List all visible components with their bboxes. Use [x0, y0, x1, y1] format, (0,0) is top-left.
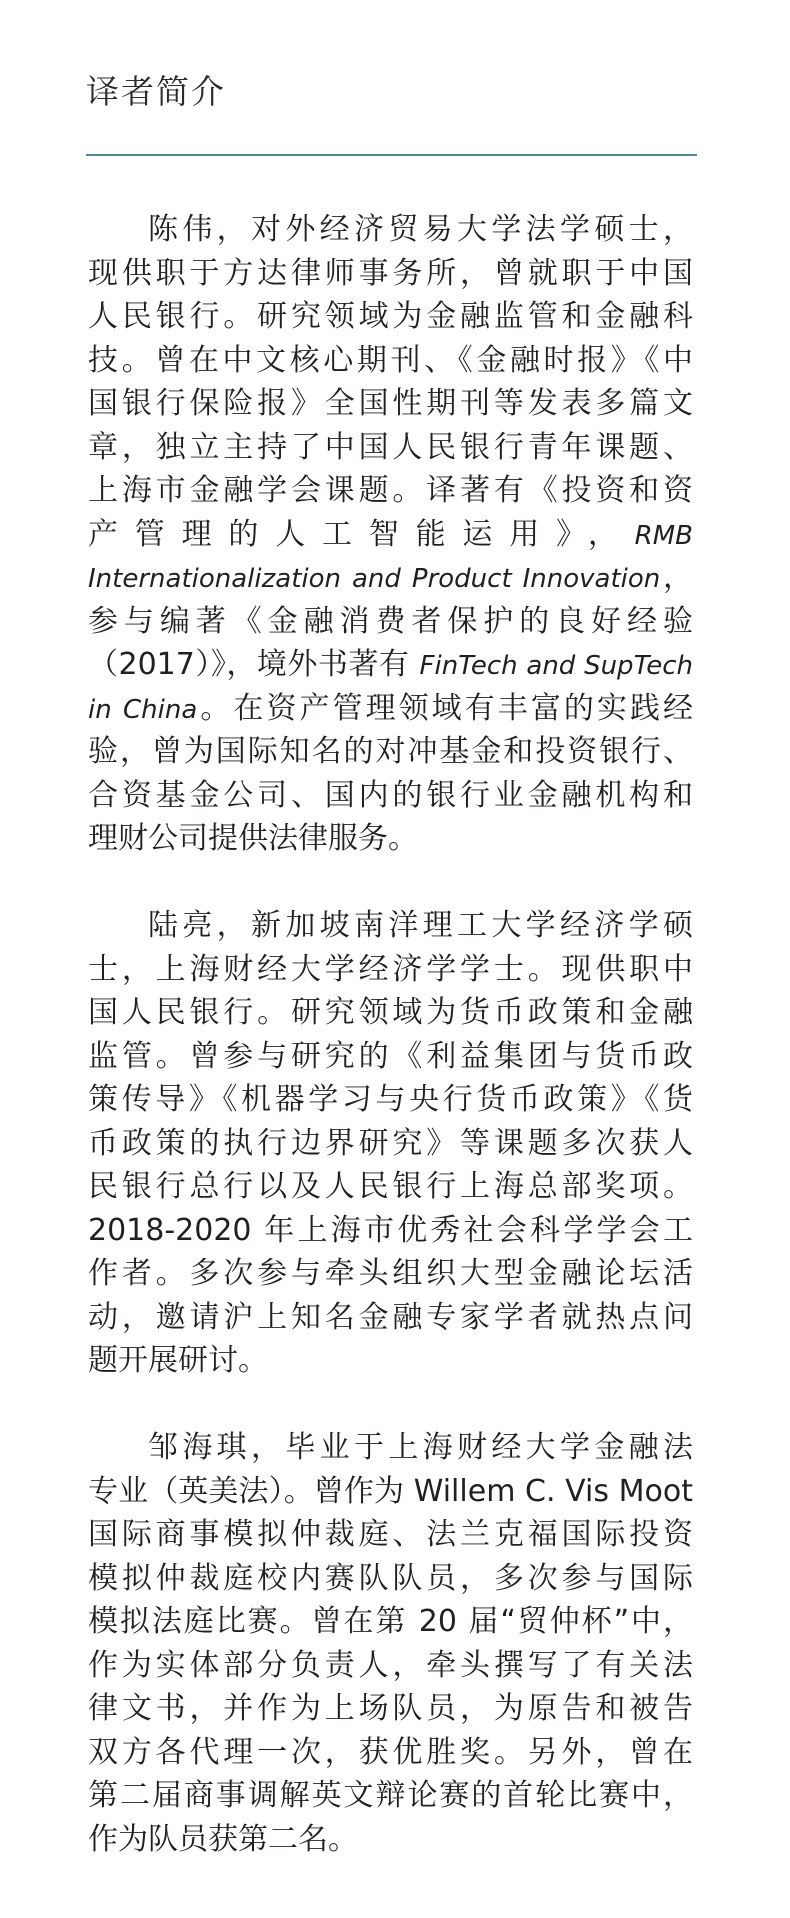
bio-paragraph [88, 208, 693, 861]
italic-title-segment: in China [88, 694, 198, 725]
bio-line: 民银行总行以及人民银行上海总部奖项。 [88, 1169, 693, 1204]
bio-line: 参与编著《金融消费者保护的良好经验 [88, 603, 693, 639]
title-divider [86, 154, 697, 156]
bio-line: 第二届商事调解英文辩论赛的首轮比赛中， [88, 1778, 693, 1813]
bio-line: 人民银行。研究领域为金融监管和金融科 [88, 299, 693, 334]
text-segment: ， [660, 560, 693, 595]
bio-line: 作为队员获第二名。 [88, 1821, 358, 1857]
bio-line: 陈伟，对外经济贸易大学法学硕士， [148, 212, 693, 247]
bio-line: 币政策的执行边界研究》等课题多次获人 [88, 1125, 693, 1161]
bio-line: 专业（英美法）。曾作为 Willem C. Vis Moot [88, 1473, 693, 1509]
bio-line: 动，邀请沪上知名金融专家学者就热点问 [88, 1299, 693, 1335]
bio-line: 陆亮，新加坡南洋理工大学经济学硕 [148, 908, 693, 943]
bio-line: 验，曾为国际知名的对冲基金和投资银行、 [88, 734, 693, 769]
bio-line: 上海市金融学会课题。译著有《投资和资 [88, 473, 693, 508]
text-segment: （2017）》，境外书著有 [88, 647, 420, 682]
bio-line: 题开展研讨。 [88, 1343, 268, 1378]
bio-line [88, 556, 693, 600]
bio-line [88, 687, 693, 731]
bio-line: 模拟仲裁庭校内赛队队员，多次参与国际 [88, 1560, 693, 1596]
italic-title-segment: FinTech and SupTech [419, 651, 693, 681]
bio-line: 监管。曾参与研究的《利益集团与货币政 [88, 1038, 693, 1074]
bio-line: 律文书，并作为上场队员，为原告和被告 [88, 1691, 693, 1726]
bio-line: 国人民银行。研究领域为货币政策和金融 [88, 995, 693, 1030]
bio-paragraph [88, 904, 693, 1383]
bio-line: 章，独立主持了中国人民银行青年课题、 [88, 429, 693, 465]
bio-line: 国际商事模拟仲裁庭、法兰克福国际投资 [88, 1517, 693, 1552]
translator-bios [88, 208, 693, 1861]
page-title: 译者简介 [86, 72, 226, 111]
bio-line: 现供职于方达律师事务所，曾就职于中国 [88, 255, 693, 291]
bio-line: 士，上海财经大学经济学学士。现供职中 [88, 951, 693, 987]
italic-title-segment: RMB [634, 520, 693, 551]
bio-line: 2018-2020 年上海市优秀社会科学学会工 [88, 1212, 693, 1248]
bio-line: 合资基金公司、国内的银行业金融机构和 [88, 777, 693, 813]
bio-line: 邹海琪，毕业于上海财经大学金融法 [148, 1430, 693, 1465]
bio-line: 策传导》《机器学习与央行货币政策》《货 [88, 1082, 693, 1117]
bio-paragraph [88, 1426, 693, 1861]
bio-line: 双方各代理一次，获优胜奖。另外，曾在 [88, 1734, 693, 1770]
text-segment: 产管理的人工智能运用》， [88, 516, 635, 552]
bio-line: 技。曾在中文核心期刊、《金融时报》《中 [88, 342, 693, 378]
bio-line [88, 643, 693, 687]
text-segment: 。在资产管理领域有丰富的实践经 [197, 690, 693, 726]
bio-line [88, 513, 693, 557]
italic-title-segment: Internationalization and Product Innovation [88, 564, 661, 594]
bio-line: 国银行保险报》全国性期刊等发表多篇文 [88, 386, 693, 421]
bio-line: 模拟法庭比赛。曾在第 20 届“贸仲杯”中， [88, 1604, 693, 1639]
bio-line: 理财公司提供法律服务。 [88, 821, 418, 856]
bio-line: 作为实体部分负责人，牵头撰写了有关法 [88, 1647, 693, 1683]
bio-line: 作者。多次参与牵头组织大型金融论坛活 [88, 1256, 693, 1291]
